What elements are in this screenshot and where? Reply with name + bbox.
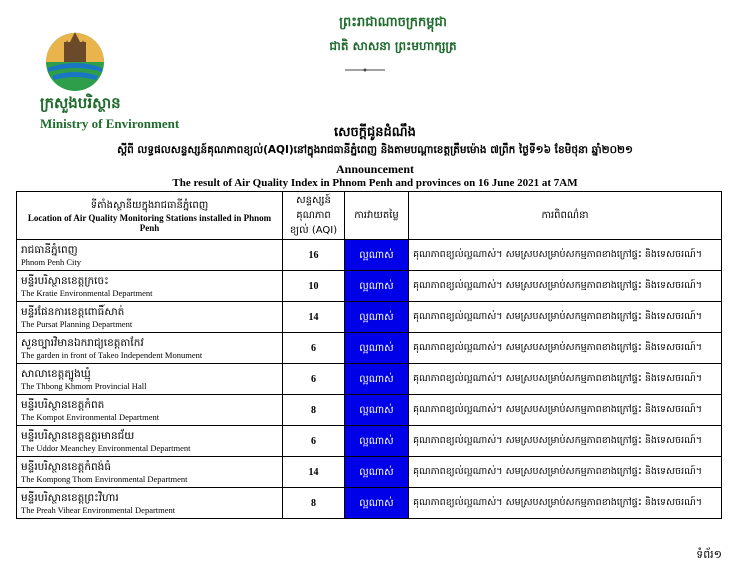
table-row — [17, 302, 722, 333]
station-name-en: The Uddor Meanchey Environmental Department — [21, 442, 191, 453]
station-cell — [17, 457, 283, 488]
station-cell — [17, 271, 283, 302]
station-cell — [17, 395, 283, 426]
header-location-en: Location of Air Quality Monitoring Stations installed in Phnom Penh — [27, 213, 272, 233]
header-note — [409, 192, 722, 240]
station-name-en: The Kratie Environmental Department — [21, 287, 153, 298]
aqi-level-badge: ល្អណាស់ — [345, 302, 409, 333]
aqi-description: គុណភាពខ្យល់ល្អណាស់។ សមស្របសម្រាប់សកម្មភាពខាងក្រៅផ្ទះ និងទេសចរណ៍។ — [409, 271, 722, 302]
station-name-kh: រាជធានីភ្នំពេញ — [21, 243, 78, 256]
table-row — [17, 364, 722, 395]
station-name-kh: មន្ទីរបរិស្ថានខេត្តក្រចេះ — [21, 274, 109, 287]
ministry-name-kh: ក្រសួងបរិស្ថាន — [40, 94, 121, 112]
station-name-en: The Thbong Khmom Provincial Hall — [21, 380, 147, 391]
station-cell — [17, 302, 283, 333]
aqi-value: 16 — [283, 240, 345, 271]
aqi-description: គុណភាពខ្យល់ល្អណាស់។ សមស្របសម្រាប់សកម្មភាពខាងក្រៅផ្ទះ និងទេសចរណ៍។ — [409, 240, 722, 271]
station-name-en: The Kompong Thom Environmental Department — [21, 473, 188, 484]
aqi-description: គុណភាពខ្យល់ល្អណាស់។ សមស្របសម្រាប់សកម្មភាពខាងក្រៅផ្ទះ និងទេសចរណ៍។ — [409, 457, 722, 488]
aqi-value: 10 — [283, 271, 345, 302]
announcement-subtitle-kh: ស្តីពី លទ្ធផលសន្ទស្សន៍គុណភាពខ្យល់(AQI)នៅក្នុងរាជធានីភ្នំពេញ និងតាមបណ្តាខេត្តត្រឹមម៉ោង ៧ព្រឹក ថ្ងៃទី១៦ ខែមិថុនា ឆ្នាំ២០២១ — [117, 144, 633, 156]
announcement-title-kh: សេចក្តីជូនដំណឹង — [334, 125, 416, 140]
kingdom-heading: ព្រះរាជាណាចក្រកម្ពុជា — [339, 15, 447, 30]
aqi-description: គុណភាពខ្យល់ល្អណាស់។ សមស្របសម្រាប់សកម្មភាពខាងក្រៅផ្ទះ និងទេសចរណ៍។ — [409, 364, 722, 395]
table-row — [17, 426, 722, 457]
aqi-level-badge: ល្អណាស់ — [345, 240, 409, 271]
station-name-en: The Preah Vihear Environmental Department — [21, 504, 176, 515]
aqi-level-badge: ល្អណាស់ — [345, 364, 409, 395]
divider-ornament — [345, 68, 385, 72]
aqi-level-badge: ល្អណាស់ — [345, 333, 409, 364]
motto-heading: ជាតិ សាសនា ព្រះមហាក្សត្រ — [329, 39, 457, 53]
table-row — [17, 333, 722, 364]
ministry-name-en: Ministry of Environment — [40, 116, 180, 131]
station-name-kh: មន្ទីរបរិស្ថានខេត្តព្រះវិហារ — [21, 491, 119, 504]
aqi-description: គុណភាពខ្យល់ល្អណាស់។ សមស្របសម្រាប់សកម្មភាពខាងក្រៅផ្ទះ និងទេសចរណ៍។ — [409, 395, 722, 426]
aqi-level-badge: ល្អណាស់ — [345, 488, 409, 519]
station-name-kh: សាលាខេត្តត្បូងឃ្មុំ — [21, 367, 91, 380]
aqi-level-badge: ល្អណាស់ — [345, 426, 409, 457]
aqi-value: 6 — [283, 364, 345, 395]
aqi-level-badge: ល្អណាស់ — [345, 457, 409, 488]
station-cell — [17, 364, 283, 395]
station-cell — [17, 240, 283, 271]
station-name-en: The Pursat Planning Department — [21, 318, 133, 329]
header-aqi — [283, 192, 345, 240]
table-row — [17, 395, 722, 426]
station-name-en: The Kompot Environmental Department — [21, 411, 160, 422]
station-cell — [17, 426, 283, 457]
ministry-logo — [38, 28, 112, 92]
station-name-kh: មន្ទីរបរិស្ថានខេត្តកំពង់ធំ — [21, 460, 111, 473]
aqi-value: 8 — [283, 395, 345, 426]
station-name-kh: មន្ទីរបរិស្ថានខេត្តកំពត — [21, 398, 105, 411]
aqi-description: គុណភាពខ្យល់ល្អណាស់។ សមស្របសម្រាប់សកម្មភាពខាងក្រៅផ្ទះ និងទេសចរណ៍។ — [409, 488, 722, 519]
aqi-value: 14 — [283, 302, 345, 333]
announcement-subtitle-en: The result of Air Quality Index in Phnom Penh and provinces on 16 June 2021 at 7AM — [172, 177, 578, 189]
header-aqi-kh: សន្ទស្សន៍គុណភាពខ្យល់ (AQI) — [289, 195, 338, 236]
header-note-kh: ការពិពណ៌នា — [541, 210, 589, 221]
aqi-description: គុណភាពខ្យល់ល្អណាស់។ សមស្របសម្រាប់សកម្មភាពខាងក្រៅផ្ទះ និងទេសចរណ៍។ — [409, 333, 722, 364]
header-location-kh: ទីតាំងស្ថានីយក្នុងរាជធានីភ្នំពេញ — [90, 200, 209, 211]
aqi-value: 6 — [283, 333, 345, 364]
table-header-row — [17, 192, 722, 240]
table-row — [17, 457, 722, 488]
table-row — [17, 271, 722, 302]
station-name-en: Phnom Penh City — [21, 256, 81, 267]
station-name-kh: មន្ទីរផែនការខេត្តពោធិ៍សាត់ — [21, 305, 125, 318]
station-name-kh: មន្ទីរបរិស្ថានខេត្តឧត្តរមានជ័យ — [21, 429, 135, 442]
table-row — [17, 488, 722, 519]
header-location — [17, 192, 283, 240]
table-row — [17, 240, 722, 271]
header-level — [345, 192, 409, 240]
station-cell — [17, 333, 283, 364]
aqi-table — [16, 191, 722, 519]
aqi-description: គុណភាពខ្យល់ល្អណាស់។ សមស្របសម្រាប់សកម្មភាពខាងក្រៅផ្ទះ និងទេសចរណ៍។ — [409, 302, 722, 333]
station-cell — [17, 488, 283, 519]
station-name-kh: សួនច្បារវិមានឯករាជ្យខេត្តតាកែវ — [21, 336, 144, 349]
aqi-level-badge: ល្អណាស់ — [345, 271, 409, 302]
aqi-value: 8 — [283, 488, 345, 519]
announcement-title-en: Announcement — [335, 162, 414, 176]
page-number: ទំព័រ១ — [696, 548, 722, 561]
aqi-value: 14 — [283, 457, 345, 488]
header-level-kh: ការវាយតម្លៃ — [354, 210, 399, 221]
aqi-level-badge: ល្អណាស់ — [345, 395, 409, 426]
station-name-en: The garden in front of Takeo Independent Monument — [21, 349, 203, 360]
aqi-description: គុណភាពខ្យល់ល្អណាស់។ សមស្របសម្រាប់សកម្មភាពខាងក្រៅផ្ទះ និងទេសចរណ៍។ — [409, 426, 722, 457]
aqi-value: 6 — [283, 426, 345, 457]
